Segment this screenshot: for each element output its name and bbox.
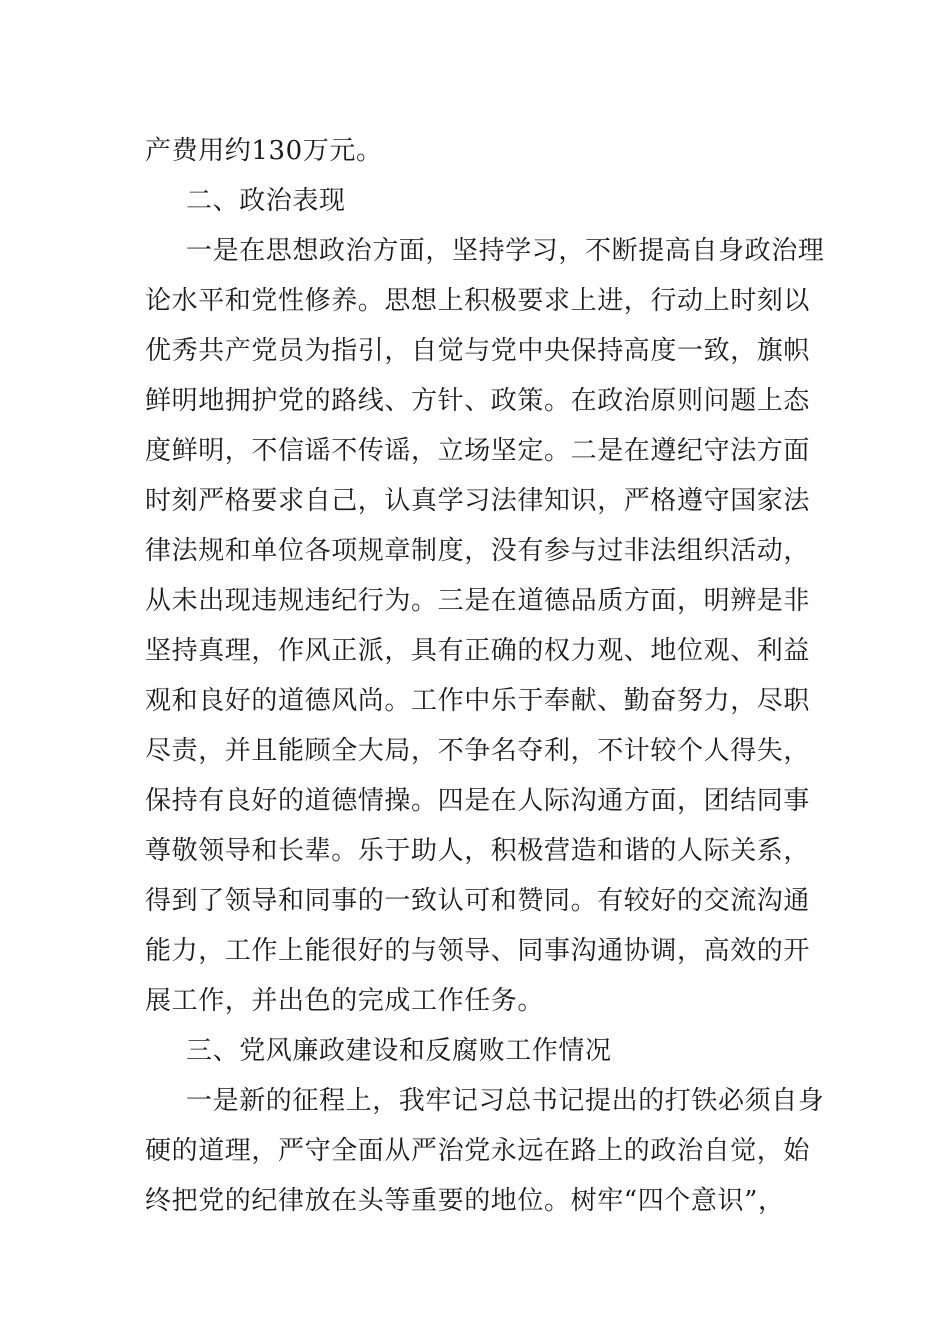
text-line: 度鲜明，不信谣不传谣，立场坚定。二是在遵纪守法方面	[145, 436, 811, 466]
text-line: 保持有良好的道德情操。四是在人际沟通方面，团结同事	[145, 786, 811, 816]
text-line: 尊敬领导和长辈。乐于助人，积极营造和谐的人际关系，	[145, 836, 811, 866]
text-line: 从未出现违规违纪行为。三是在道德品质方面，明辨是非	[145, 586, 811, 616]
text-line: 优秀共产党员为指引，自觉与党中央保持高度一致，旗帜	[145, 336, 811, 366]
text-line: 时刻严格要求自己，认真学习法律知识，严格遵守国家法	[145, 486, 811, 516]
text-line: 能力，工作上能很好的与领导、同事沟通协调，高效的开	[145, 936, 811, 966]
text-line: 尽责，并且能顾全大局，不争名夺利，不计较个人得失，	[145, 736, 811, 766]
text-line: 论水平和党性修养。思想上积极要求上进，行动上时刻以	[145, 286, 811, 316]
text-line: 产费用约130万元。	[145, 136, 383, 166]
text-line: 坚持真理，作风正派，具有正确的权力观、地位观、利益	[145, 636, 811, 666]
section-heading-political-performance: 二、政治表现	[186, 186, 346, 216]
section-heading-party-conduct: 三、党风廉政建设和反腐败工作情况	[186, 1036, 612, 1066]
text-line: 一是在思想政治方面，坚持学习，不断提高自身政治理	[186, 236, 825, 266]
text-line: 一是新的征程上，我牢记习总书记提出的打铁必须自身	[186, 1086, 825, 1116]
text-line: 律法规和单位各项规章制度，没有参与过非法组织活动，	[145, 536, 811, 566]
text-line: 鲜明地拥护党的路线、方针、政策。在政治原则问题上态	[145, 386, 811, 416]
text-line: 观和良好的道德风尚。工作中乐于奉献、勤奋努力，尽职	[145, 686, 811, 716]
text-line: 终把党的纪律放在头等重要的地位。树牢“四个意识”，	[145, 1186, 785, 1216]
text-line: 硬的道理，严守全面从严治党永远在路上的政治自觉，始	[145, 1136, 811, 1166]
text-line: 得到了领导和同事的一致认可和赞同。有较好的交流沟通	[145, 886, 811, 916]
text-line: 展工作，并出色的完成工作任务。	[145, 986, 545, 1016]
